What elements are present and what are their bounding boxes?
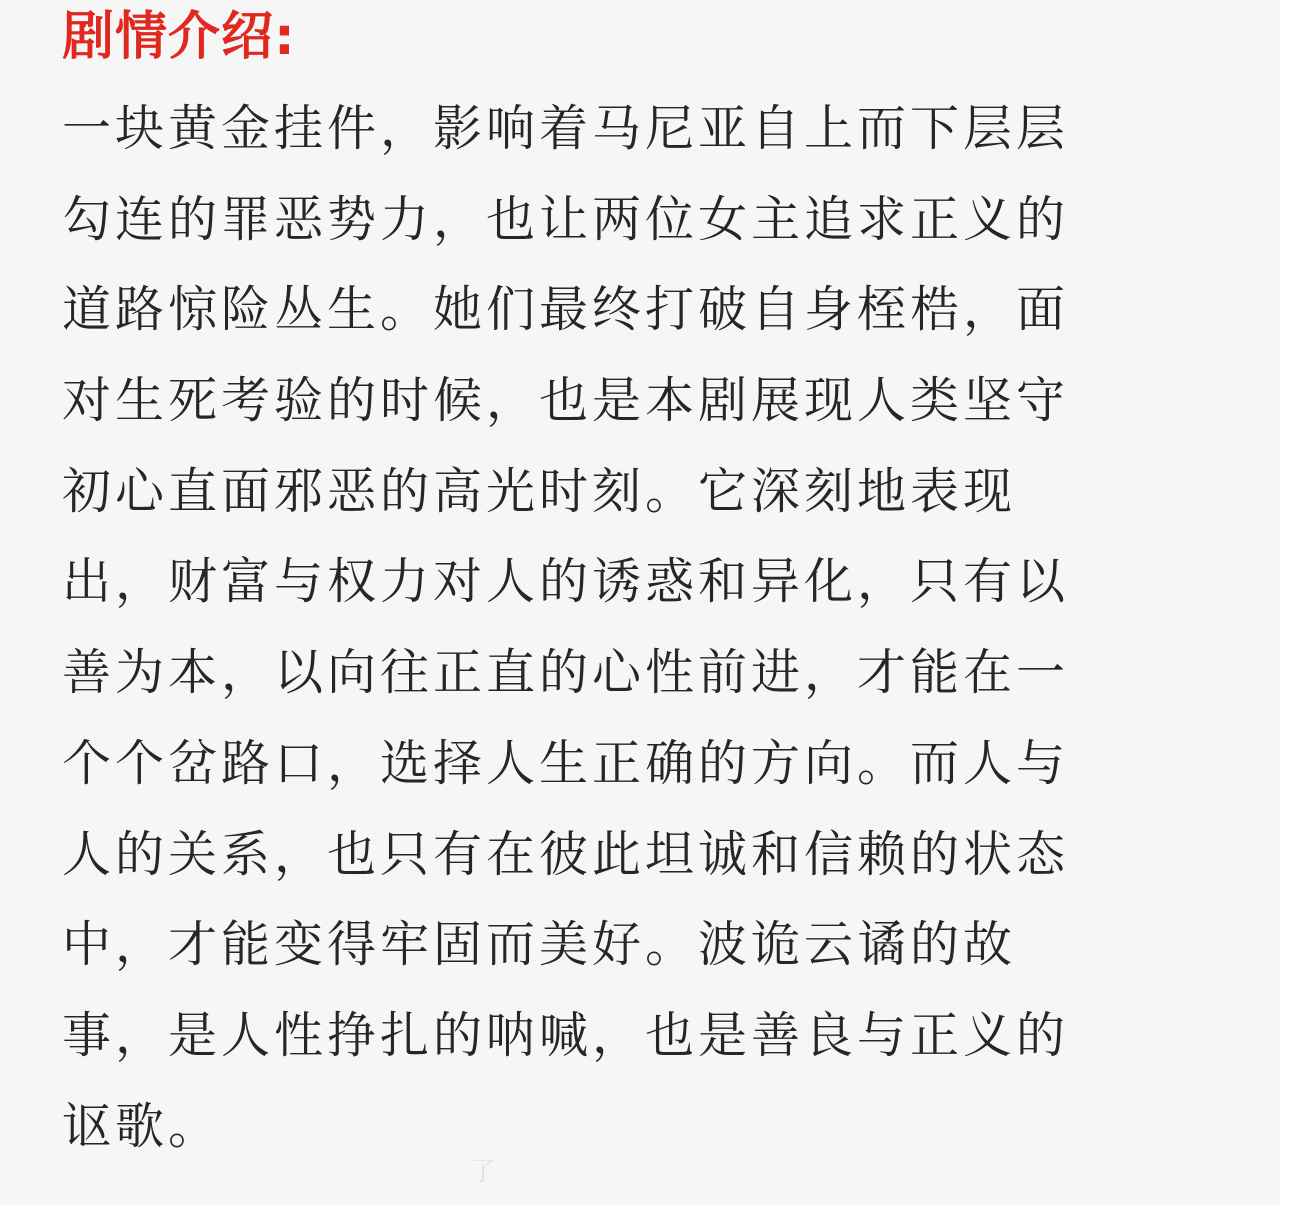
paragraph-line-6: 出，财富与权力对人的诱惑和异化，只有以 bbox=[62, 553, 1070, 611]
right-edge-strip bbox=[1280, 0, 1290, 1205]
paragraph-line-8: 个个岔路口，选择人生正确的方向。而人与 bbox=[62, 734, 1070, 792]
watermark: 了 bbox=[470, 1157, 499, 1187]
paragraph-line-10: 中，才能变得牢固而美好。波诡云谲的故 bbox=[62, 916, 1017, 974]
paragraph-line-4: 对生死考验的时候，也是本剧展现人类坚守 bbox=[62, 372, 1070, 430]
paragraph-line-12: 讴歌。 bbox=[62, 1097, 222, 1155]
paragraph-line-2: 勾连的罪恶势力，也让两位女主追求正义的 bbox=[62, 190, 1070, 248]
paragraph-line-1: 一块黄金挂件，影响着马尼亚自上而下层层 bbox=[62, 100, 1070, 157]
plot-synopsis-paragraph bbox=[62, 84, 1222, 1172]
paragraph-line-9: 人的关系，也只有在彼此坦诚和信赖的状态 bbox=[62, 825, 1070, 883]
section-heading: 剧情介绍: bbox=[62, 7, 296, 67]
paragraph-line-11: 事，是人性挣扎的呐喊，也是善良与正义的 bbox=[62, 1006, 1070, 1064]
paragraph-line-7: 善为本，以向往正直的心性前进，才能在一 bbox=[62, 644, 1070, 702]
paragraph-line-5: 初心直面邪恶的高光时刻。它深刻地表现 bbox=[62, 462, 1017, 520]
paragraph-line-3: 道路惊险丛生。她们最终打破自身桎梏，面 bbox=[62, 281, 1070, 339]
